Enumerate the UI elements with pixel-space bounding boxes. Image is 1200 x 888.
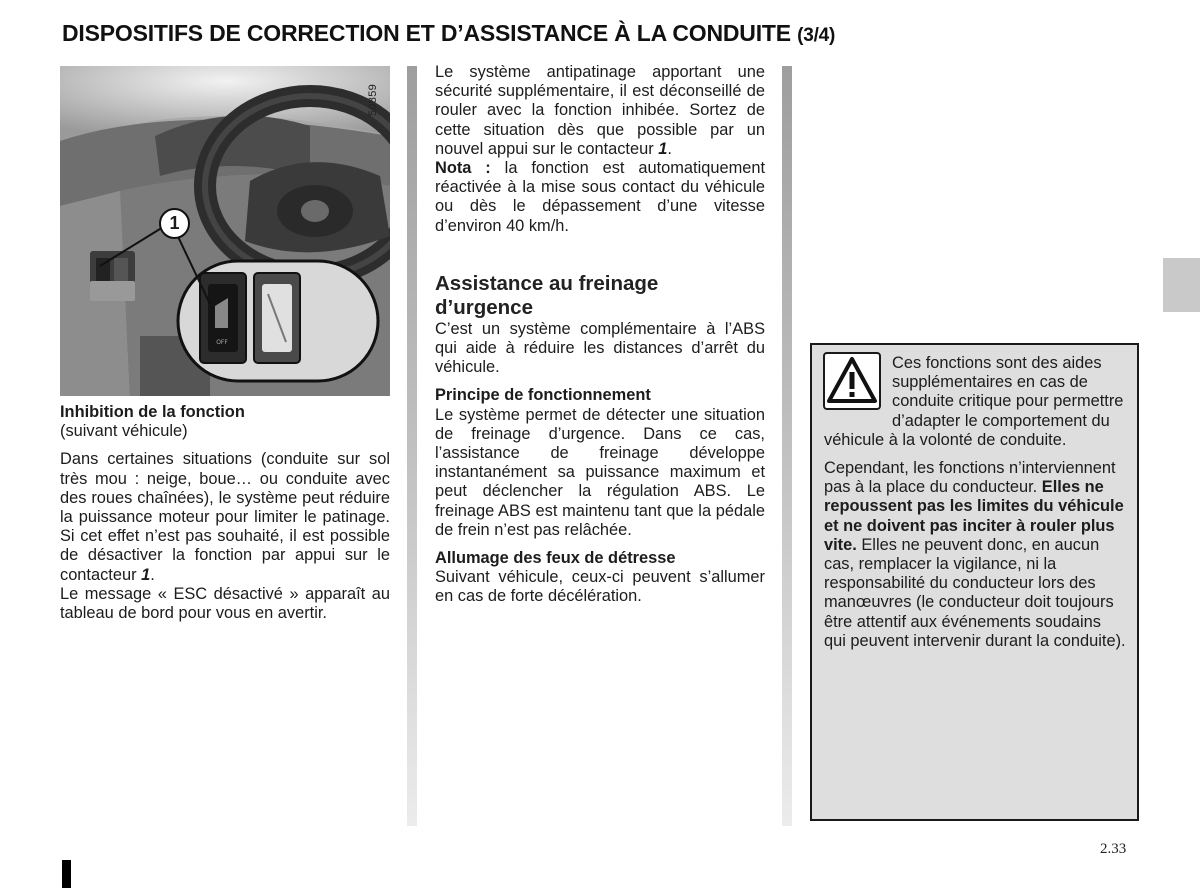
column-separator-left [407, 66, 417, 826]
principle-heading: Principe de fonctionnement [435, 386, 651, 405]
switch-reference: 1 [141, 565, 151, 584]
antiskid-para [435, 63, 765, 159]
inhibition-heading-note: (suivant véhicule) [60, 422, 188, 441]
warning-para-2-start: Cependant, les fonctions n’interviennent pas à la place du conducteur. [824, 459, 1116, 497]
brake-assist-intro: C’est un système complémentaire à l’ABS qui aide à réduire les distances d’arrêt du véhicule. [435, 319, 765, 377]
warning-text [824, 354, 1126, 651]
figure-code [364, 74, 384, 128]
page-title-text: DISPOSITIFS DE CORRECTION ET D’ASSISTANCE À LA CONDUITE [62, 20, 791, 46]
nota-text: la fonction est automatiquement réactivée à la mise sous contact du véhicule ou dès le dépassement d’une vitesse d’environ 40 km/h. [435, 159, 766, 235]
inhibition-para-2: Le message « ESC désactivé » apparaît au tableau de bord pour vous en avertir. [60, 584, 390, 623]
column-separator-right [782, 66, 792, 826]
middle-column [435, 63, 765, 607]
hazard-text: Suivant véhicule, ceux-ci peuvent s’allumer en cas de forte décélération. [435, 568, 765, 606]
corner-mark [62, 860, 71, 888]
switch-reference-2: 1 [658, 139, 668, 158]
brake-assist-heading: Assistance au freinage d’urgence [435, 271, 659, 319]
page-title-suffix: (3/4) [797, 25, 836, 46]
warning-para-2-end: Elles ne peuvent donc, en aucun cas, remplacer la vigilance, ni la responsabilité du conducteur lors des manœuvres (le conducteur doit toujours être attentif aux événements soudains qui peuvent intervenir durant la conduite). [824, 535, 1126, 650]
inhibition-heading: Inhibition de la fonction [60, 403, 245, 421]
figure-code-text: 50859 [367, 83, 379, 117]
left-column [60, 403, 390, 623]
page-number: 2.33 [1100, 841, 1127, 857]
thumb-tab [1163, 258, 1200, 312]
dashboard-photo [60, 66, 390, 396]
nota-para [435, 159, 765, 236]
warning-para-2-bold: Elles ne repoussent pas les limites du véhicule et ne doivent pas inciter à rouler plus vite. [824, 478, 1124, 554]
principle-text: Le système permet de détecter une situation de freinage d’urgence. Dans ce cas, l’assistance de freinage développe instantanément sa puissance maximum et peut déclencher la régulation ABS. Le freinage ABS est maintenu tant que la pédale de frein n’est pas relâchée. [435, 405, 765, 539]
callout-1: 1 [159, 208, 190, 239]
antiskid-para-end: . [667, 139, 672, 158]
warning-para-1: Ces fonctions sont des aides supplémentaires en cas de conduite critique pour permettre d’adapter le comportement du véhicule à la volonté de conduite. [824, 354, 1124, 449]
inhibition-para-1 [60, 450, 390, 584]
svg-text:OFF: OFF [216, 339, 228, 346]
warning-para-2 [824, 459, 1126, 651]
nota-label: Nota : [435, 159, 491, 178]
inhibition-para-1-end: . [150, 565, 155, 584]
hazard-heading: Allumage des feux de détresse [435, 549, 676, 568]
page-title [62, 20, 1062, 47]
antiskid-para-text: Le système antipatinage apportant une sécurité supplémentaire, il est déconseillé de rouler avec la fonction inhibée. Sortez de cette situation dès que possible par un nouvel appui sur le contacteur [435, 63, 765, 158]
inhibition-para-1-text: Dans certaines situations (conduite sur sol très mou : neige, boue… ou conduite avec des roues chaînées), le système peut réduire la puissance moteur pour limiter le patinage. Si cet effet n’est pas souhaité, il est possible de désactiver la fonction par appui sur le contacteur [60, 450, 390, 584]
